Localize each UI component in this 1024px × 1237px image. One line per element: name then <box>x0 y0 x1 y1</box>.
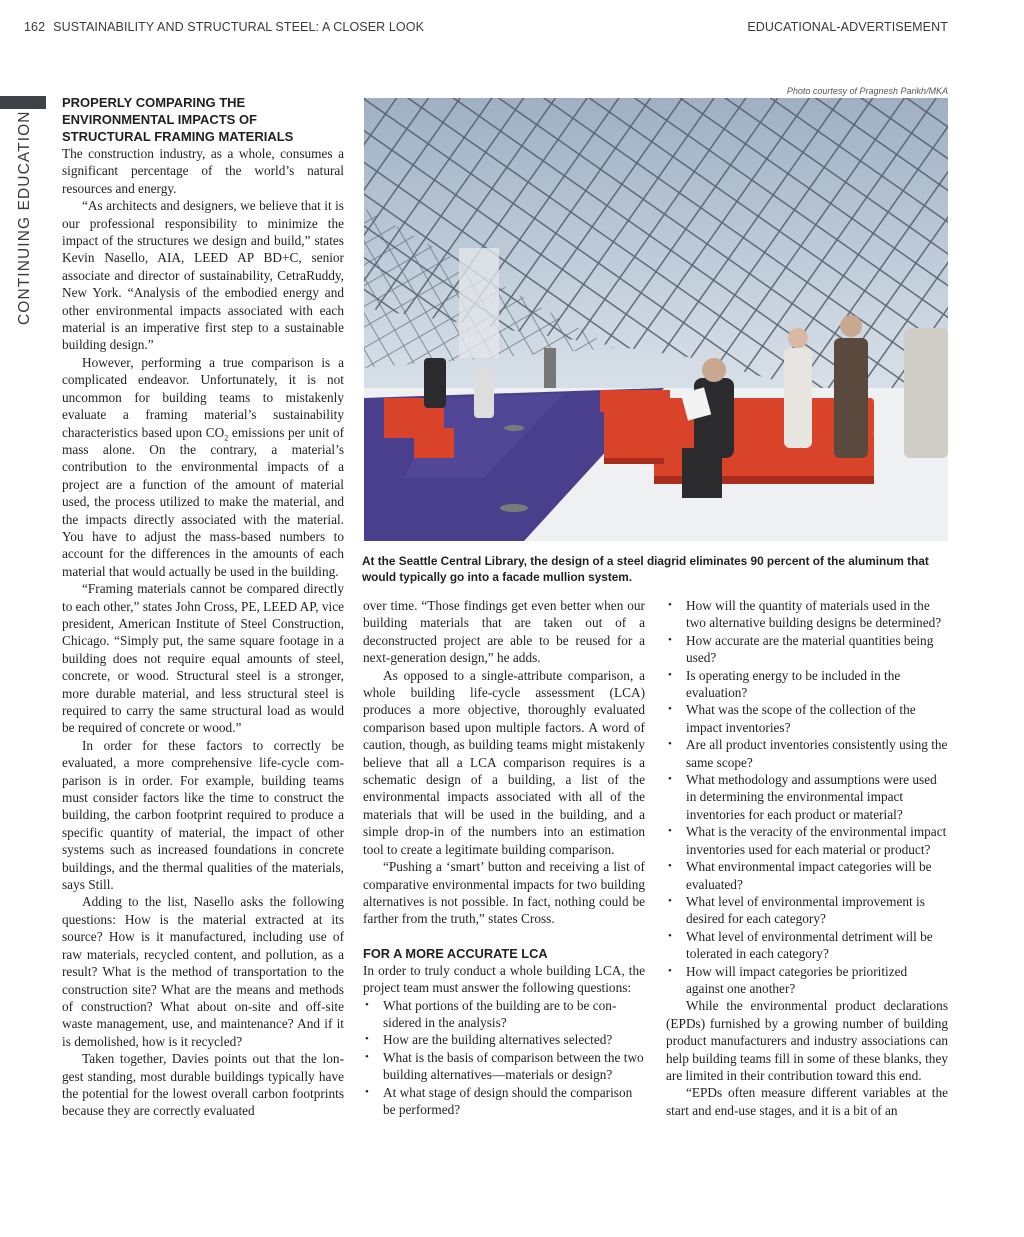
photo-caption: At the Seattle Central Library, the design of a steel diagrid eliminates 90 percent of the aluminum that would typically go into a facade mullion system. <box>362 554 929 584</box>
paragraph: The construction industry, as a whole, consumes a significant percentage of the world’s natural resources and energy. <box>62 146 344 196</box>
section-subhead: FOR A MORE ACCURATE LCA <box>363 945 548 961</box>
running-header-left <box>24 20 424 34</box>
list-item: • What environmental impact categories will be evaluated? <box>666 858 948 893</box>
list-item: • How will impact categories be prioritized against one another? <box>666 963 948 998</box>
list-item: • What portions of the building are to be considered in the analysis? <box>363 997 645 1032</box>
paragraph: While the environmental product declarations (EPDs) furnished by a growing number of building product manufacturers and industry associations can help building teams fill in some of these blanks, they are limited in their contribution toward this end. <box>666 998 948 1083</box>
article-column-3 <box>666 597 948 1119</box>
paragraph: As opposed to a single-attribute comparison, a whole building life-cycle assessment (LCA) produces a more objective, thoroughly evaluated comparison based upon multiple factors. A word of caution, though, as building teams might mistakenly believe that all a LCA comparison requires is a schematic design of a building, a list of the environmental impacts associated with all of the materials that will be used in the building, and a simple drop-in of the numbers into an estimation tool to create a legitimate building comparison. <box>363 667 645 857</box>
list-item: • What level of environmental detriment will be tolerated in each category? <box>666 928 948 963</box>
paragraph: In order to truly conduct a whole building LCA, the project team must answer the following questions: <box>363 962 645 996</box>
paragraph: “Framing materials cannot be compared directly to each other,” states John Cross, PE, LEED AP, vice president, American Institute of Steel Construction, Chicago. “Simply put, the same square footage in a building does not require equal amounts of steel, concrete, or wood. Structural steel is a stronger, more durable material, and less structural steel is required to carry the same structural load as would be required of concrete or wood.” <box>62 581 344 736</box>
article-headline: PROPERLY COMPARING THE ENVIRONMENTAL IMPACTS OF STRUCTURAL FRAMING MATERIALS <box>62 95 294 144</box>
library-interior-illustration <box>364 98 948 541</box>
paragraph-part: However, performing a true comparison is a complicated endeavor. Unfortunately, it is not uncommon for building teams to mistakenly evaluate a framing material’s sustainability characteristics based upon CO <box>62 354 344 440</box>
paragraph-co2 <box>62 354 344 580</box>
list-item: • Is operating energy to be included in the evaluation? <box>666 667 948 702</box>
list-item: • At what stage of design should the comparison be performed? <box>363 1084 645 1119</box>
page-number: 162 <box>24 20 46 34</box>
sidebar-section-label: CONTINUING EDUCATION <box>16 110 33 325</box>
section-label: EDUCATIONAL-ADVERTISEMENT <box>747 20 948 34</box>
question-list-b <box>666 597 948 997</box>
list-item: • What was the scope of the collection of the impact inventories? <box>666 701 948 736</box>
sidebar-accent-bar <box>0 96 46 109</box>
list-item: • How will the quantity of materials used in the two alternative building designs be determined? <box>666 597 948 632</box>
list-item: • How are the building alternatives selected? <box>363 1031 645 1048</box>
list-item: • What is the basis of comparison between the two building alternatives—materials or design? <box>363 1049 645 1084</box>
paragraph: “As architects and designers, we believe that it is our professional responsibility to minimize the impact of the structures we design and build,” states Kevin Nasello, AIA, LEED AP BD+C, senior associate and director of sustainability, CetraRuddy, New York. “Analysis of the embodied energy and other environmental impacts associated with each material is an imperative first step to a sustainable building design.” <box>62 198 344 353</box>
article-column-1 <box>62 94 344 1120</box>
list-item: • What level of environmental improvement is desired for each category? <box>666 893 948 928</box>
paragraph: “EPDs often measure different variables at the start and end-use stages, and it is a bit of an <box>666 1085 948 1118</box>
library-photo <box>364 98 948 541</box>
paragraph: over time. “Those findings get even better when our building materials that are taken out of a deconstructed project are able to be reused for a next-generation design,” he adds. <box>363 598 645 666</box>
photo-credit: Photo courtesy of Pragnesh Parikh/MKA <box>786 86 948 96</box>
list-item: • What methodology and assumptions were used in determining the environmental impact inventories for each product or material? <box>666 771 948 823</box>
subscript: 2 <box>224 433 229 443</box>
list-item: • What is the veracity of the environmental impact inventories used for each material or product? <box>666 823 948 858</box>
paragraph: In order for these factors to correctly be evaluated, a more comprehensive life-cycle comparison is in order. For example, building teams must consider factors like the time to construct the building, the carbon footprint required to produce a specific quantity of material, the impact of other systems such as increased foundations in concrete buildings, and the thermal qualities of the materials, says Still. <box>62 737 344 893</box>
list-item: • Are all product inventories consistently using the same scope? <box>666 736 948 771</box>
running-title: SUSTAINABILITY AND STRUCTURAL STEEL: A CLOSER LOOK <box>53 20 425 34</box>
paragraph: “Pushing a ‘smart’ button and receiving a list of comparative environmental impacts for two building alternatives is not possible. In fact, nothing could be farther from the truth,” states Cross. <box>363 859 645 927</box>
paragraph-part: emissions per unit of mass alone. On the contrary, a material’s contribution to the environmental impacts of a project are a function of the amount of material used, the process utilized to make the material, and the impacts directly associated with the material. You have to adjust the mass-based numbers to account for the differences in the amounts of each material that would actually be used in the building. <box>62 424 344 579</box>
question-list-a <box>363 997 645 1119</box>
list-item: • How accurate are the material quantities being used? <box>666 632 948 667</box>
paragraph: Adding to the list, Nasello asks the following questions: How is the material extracted at its source? How is it manufactured, including use of raw materials, recycled content, and pollution, as a result? What is the method of transportation to the construction site? What are the means and methods of construction? What about on-site and off-site waste management, use, and maintenance? And if it is demolished, how is it recycled? <box>62 894 344 1049</box>
paragraph: Taken together, Davies points out that the longest standing, most durable buildings typically have the potential for the lowest overall carbon footprints because they are correctly evaluated <box>62 1051 344 1119</box>
article-column-2 <box>363 597 645 1118</box>
